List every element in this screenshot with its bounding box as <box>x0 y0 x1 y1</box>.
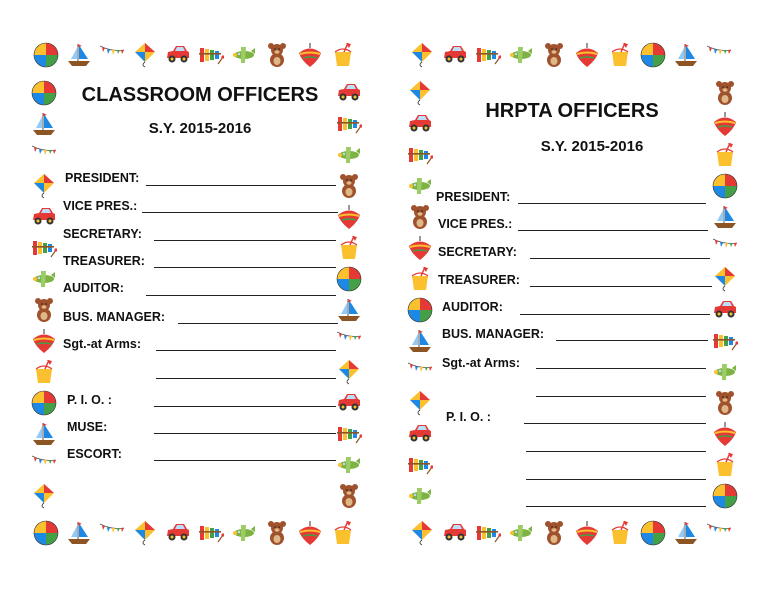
secretary-blank-line[interactable] <box>154 240 336 241</box>
bunting-flags-icon <box>706 520 732 546</box>
toy-airplane-icon <box>712 359 738 385</box>
sand-bucket-icon <box>336 235 362 261</box>
pio-blank-line[interactable] <box>154 406 336 407</box>
vice-pres-blank-line[interactable] <box>518 230 708 231</box>
kite-icon <box>31 173 57 199</box>
treasurer-blank-line[interactable] <box>154 267 336 268</box>
xylophone-icon <box>407 452 433 478</box>
escort-blank-line[interactable] <box>154 460 336 461</box>
sand-bucket-icon <box>607 42 633 68</box>
kite-icon <box>409 42 435 68</box>
bus-manager-blank-line[interactable] <box>178 323 338 324</box>
toy-car-icon <box>31 204 57 230</box>
spinning-top-icon <box>574 520 600 546</box>
toy-car-icon <box>165 42 191 68</box>
beach-ball-icon <box>712 173 738 199</box>
secretary-label: SECRETARY: <box>438 245 517 259</box>
vice-pres-label: VICE PRES.: <box>438 217 513 231</box>
classroom-officers-sheet <box>30 40 362 558</box>
spinning-top-icon <box>297 520 323 546</box>
sailboat-icon <box>407 328 433 354</box>
pio-label: P. I. O. : <box>446 410 491 424</box>
sailboat-icon <box>673 42 699 68</box>
toy-airplane-icon <box>407 173 433 199</box>
xylophone-icon <box>407 142 433 168</box>
kite-icon <box>31 483 57 509</box>
bunting-flags-icon <box>99 520 125 546</box>
teddy-bear-icon <box>336 483 362 509</box>
beach-ball-icon <box>407 297 433 323</box>
toy-car-icon <box>165 520 191 546</box>
beach-ball-icon <box>33 520 59 546</box>
sand-bucket-icon <box>31 359 57 385</box>
sailboat-icon <box>712 204 738 230</box>
sailboat-icon <box>673 520 699 546</box>
sailboat-icon <box>31 111 57 137</box>
sgt-at-arms-label: Sgt.-at Arms: <box>442 356 521 370</box>
muse-label: MUSE: <box>67 420 108 434</box>
spinning-top-icon <box>297 42 323 68</box>
spinning-top-icon <box>712 111 738 137</box>
sgt-at-arms-blank-line-2[interactable] <box>156 378 336 379</box>
sand-bucket-icon <box>407 266 433 292</box>
bunting-flags-icon <box>99 42 125 68</box>
pio-blank-line-3[interactable] <box>526 479 706 480</box>
sand-bucket-icon <box>330 42 356 68</box>
kite-icon <box>712 266 738 292</box>
muse-blank-line[interactable] <box>154 433 336 434</box>
teddy-bear-icon <box>712 390 738 416</box>
sgt-at-arms-blank-line-2[interactable] <box>536 396 706 397</box>
toy-airplane-icon <box>508 42 534 68</box>
toy-car-icon <box>712 297 738 323</box>
teddy-bear-icon <box>31 297 57 323</box>
bunting-flags-icon <box>706 42 732 68</box>
sand-bucket-icon <box>712 452 738 478</box>
teddy-bear-icon <box>264 520 290 546</box>
bunting-flags-icon <box>31 142 57 168</box>
xylophone-icon <box>475 42 501 68</box>
vice-pres-label: VICE PRES.: <box>63 199 138 213</box>
classroom-school-year: S.Y. 2015-2016 <box>148 120 252 137</box>
sailboat-icon <box>66 42 92 68</box>
kite-icon <box>132 42 158 68</box>
president-label: PRESIDENT: <box>65 171 140 185</box>
auditor-blank-line[interactable] <box>146 295 336 296</box>
spinning-top-icon <box>336 204 362 230</box>
teddy-bear-icon <box>264 42 290 68</box>
toy-airplane-icon <box>31 266 57 292</box>
teddy-bear-icon <box>336 173 362 199</box>
beach-ball-icon <box>31 80 57 106</box>
sailboat-icon <box>31 421 57 447</box>
beach-ball-icon <box>640 520 666 546</box>
toy-car-icon <box>336 80 362 106</box>
kite-icon <box>407 390 433 416</box>
bunting-flags-icon <box>336 328 362 354</box>
bus-manager-blank-line[interactable] <box>556 340 708 341</box>
toy-car-icon <box>407 421 433 447</box>
sgt-at-arms-blank-line-1[interactable] <box>156 350 336 351</box>
hrpta-officers-sheet <box>406 40 738 558</box>
treasurer-blank-line[interactable] <box>530 286 712 287</box>
escort-label: ESCORT: <box>67 447 122 461</box>
sailboat-icon <box>336 297 362 323</box>
pio-blank-line-1[interactable] <box>524 423 706 424</box>
beach-ball-icon <box>336 266 362 292</box>
xylophone-icon <box>198 42 224 68</box>
secretary-label: SECRETARY: <box>63 227 142 241</box>
sand-bucket-icon <box>607 520 633 546</box>
sailboat-icon <box>66 520 92 546</box>
spinning-top-icon <box>712 421 738 447</box>
sand-bucket-icon <box>330 520 356 546</box>
teddy-bear-icon <box>407 204 433 230</box>
toy-airplane-icon <box>336 142 362 168</box>
beach-ball-icon <box>33 42 59 68</box>
teddy-bear-icon <box>712 80 738 106</box>
kite-icon <box>132 520 158 546</box>
auditor-label: AUDITOR: <box>442 300 503 314</box>
toy-airplane-icon <box>231 42 257 68</box>
toy-car-icon <box>407 111 433 137</box>
spinning-top-icon <box>407 235 433 261</box>
toy-airplane-icon <box>508 520 534 546</box>
kite-icon <box>409 520 435 546</box>
xylophone-icon <box>336 111 362 137</box>
pio-blank-line-2[interactable] <box>526 451 706 452</box>
sgt-at-arms-blank-line-1[interactable] <box>536 368 706 369</box>
toy-car-icon <box>336 390 362 416</box>
kite-icon <box>407 80 433 106</box>
toy-airplane-icon <box>407 483 433 509</box>
classroom-officers-title: CLASSROOM OFFICERS <box>81 84 319 106</box>
xylophone-icon <box>712 328 738 354</box>
president-blank-line[interactable] <box>146 185 336 186</box>
toy-car-icon <box>442 520 468 546</box>
beach-ball-icon <box>712 483 738 509</box>
toy-airplane-icon <box>231 520 257 546</box>
pio-label: P. I. O. : <box>67 393 112 407</box>
toy-car-icon <box>442 42 468 68</box>
teddy-bear-icon <box>541 42 567 68</box>
xylophone-icon <box>336 421 362 447</box>
treasurer-label: TREASURER: <box>63 254 145 268</box>
beach-ball-icon <box>640 42 666 68</box>
treasurer-label: TREASURER: <box>438 273 520 287</box>
hrpta-officers-title: HRPTA OFFICERS <box>485 100 659 122</box>
bunting-flags-icon <box>407 359 433 385</box>
bunting-flags-icon <box>31 452 57 478</box>
xylophone-icon <box>31 235 57 261</box>
teddy-bear-icon <box>541 520 567 546</box>
spinning-top-icon <box>574 42 600 68</box>
bus-manager-label: BUS. MANAGER: <box>63 310 166 324</box>
sgt-at-arms-label: Sgt.-at Arms: <box>63 337 142 351</box>
toy-airplane-icon <box>336 452 362 478</box>
xylophone-icon <box>475 520 501 546</box>
hrpta-school-year: S.Y. 2015-2016 <box>540 138 644 155</box>
president-blank-line[interactable] <box>518 203 706 204</box>
beach-ball-icon <box>31 390 57 416</box>
spinning-top-icon <box>31 328 57 354</box>
auditor-label: AUDITOR: <box>63 281 124 295</box>
vice-pres-blank-line[interactable] <box>142 212 338 213</box>
kite-icon <box>336 359 362 385</box>
secretary-blank-line[interactable] <box>530 258 710 259</box>
pio-blank-line-4[interactable] <box>526 506 706 507</box>
sand-bucket-icon <box>712 142 738 168</box>
xylophone-icon <box>198 520 224 546</box>
auditor-blank-line[interactable] <box>520 314 710 315</box>
bunting-flags-icon <box>712 235 738 261</box>
bus-manager-label: BUS. MANAGER: <box>442 327 545 341</box>
president-label: PRESIDENT: <box>436 190 511 204</box>
